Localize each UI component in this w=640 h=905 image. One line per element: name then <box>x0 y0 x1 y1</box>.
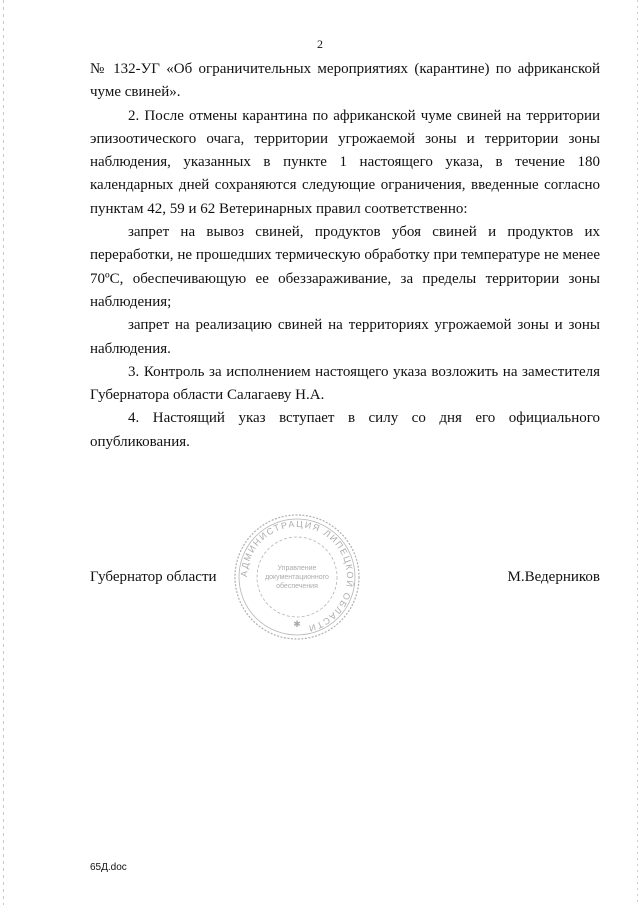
signatory-name: М.Ведерников <box>507 569 600 585</box>
stamp-ring-text: АДМИНИСТРАЦИЯ ЛИПЕЦКОЙ ОБЛАСТИ <box>238 518 356 634</box>
paragraph-item-2: 2. После отмены карантина по африканской чуме свиней на территории эпизоотического очага, территории угрожаемой зоны и территории зоны наблюдения, указанных в пункте 1 настоящего указа, в течение 180 календарных дней сохраняются следующие ограничения, введенные согласно пунктам 42, 59 и 62 Ветеринарных правил соответственно: <box>90 107 600 217</box>
document-body <box>90 58 600 454</box>
official-seal-stamp <box>232 512 362 642</box>
signatory-title: Губернатор области <box>90 569 217 585</box>
stamp-inner-line-1: Управление <box>277 565 317 572</box>
scan-edge-left <box>3 0 4 905</box>
paragraph-item-4: 4. Настоящий указ вступает в силу со дня его официального опубликования. <box>90 410 600 450</box>
paragraph-continuation: № 132-УГ «Об ограничительных мероприятиях (карантине) по африканской чуме свиней». <box>90 61 600 101</box>
stamp-star-icon: ✱ <box>293 619 301 629</box>
scan-edge-right <box>637 0 638 905</box>
page-number: 2 <box>317 37 323 51</box>
stamp-inner-line-2: документационного <box>265 574 329 581</box>
paragraph-restriction-export: запрет на вывоз свиней, продуктов убоя свиней и продуктов их переработки, не прошедших термическую обработку при температуре не менее 70ºС, обеспечивающую ее обеззараживание, за пределы территории зоны наблюдения; <box>90 224 600 310</box>
footer-file-name: 65Д.doc <box>90 862 127 873</box>
stamp-inner-line-3: обеспечения <box>276 583 318 590</box>
paragraph-restriction-sale: запрет на реализацию свиней на территориях угрожаемой зоны и зоны наблюдения. <box>90 317 600 357</box>
paragraph-item-3: 3. Контроль за исполнением настоящего указа возложить на заместителя Губернатора области Салагаеву Н.А. <box>90 363 600 404</box>
